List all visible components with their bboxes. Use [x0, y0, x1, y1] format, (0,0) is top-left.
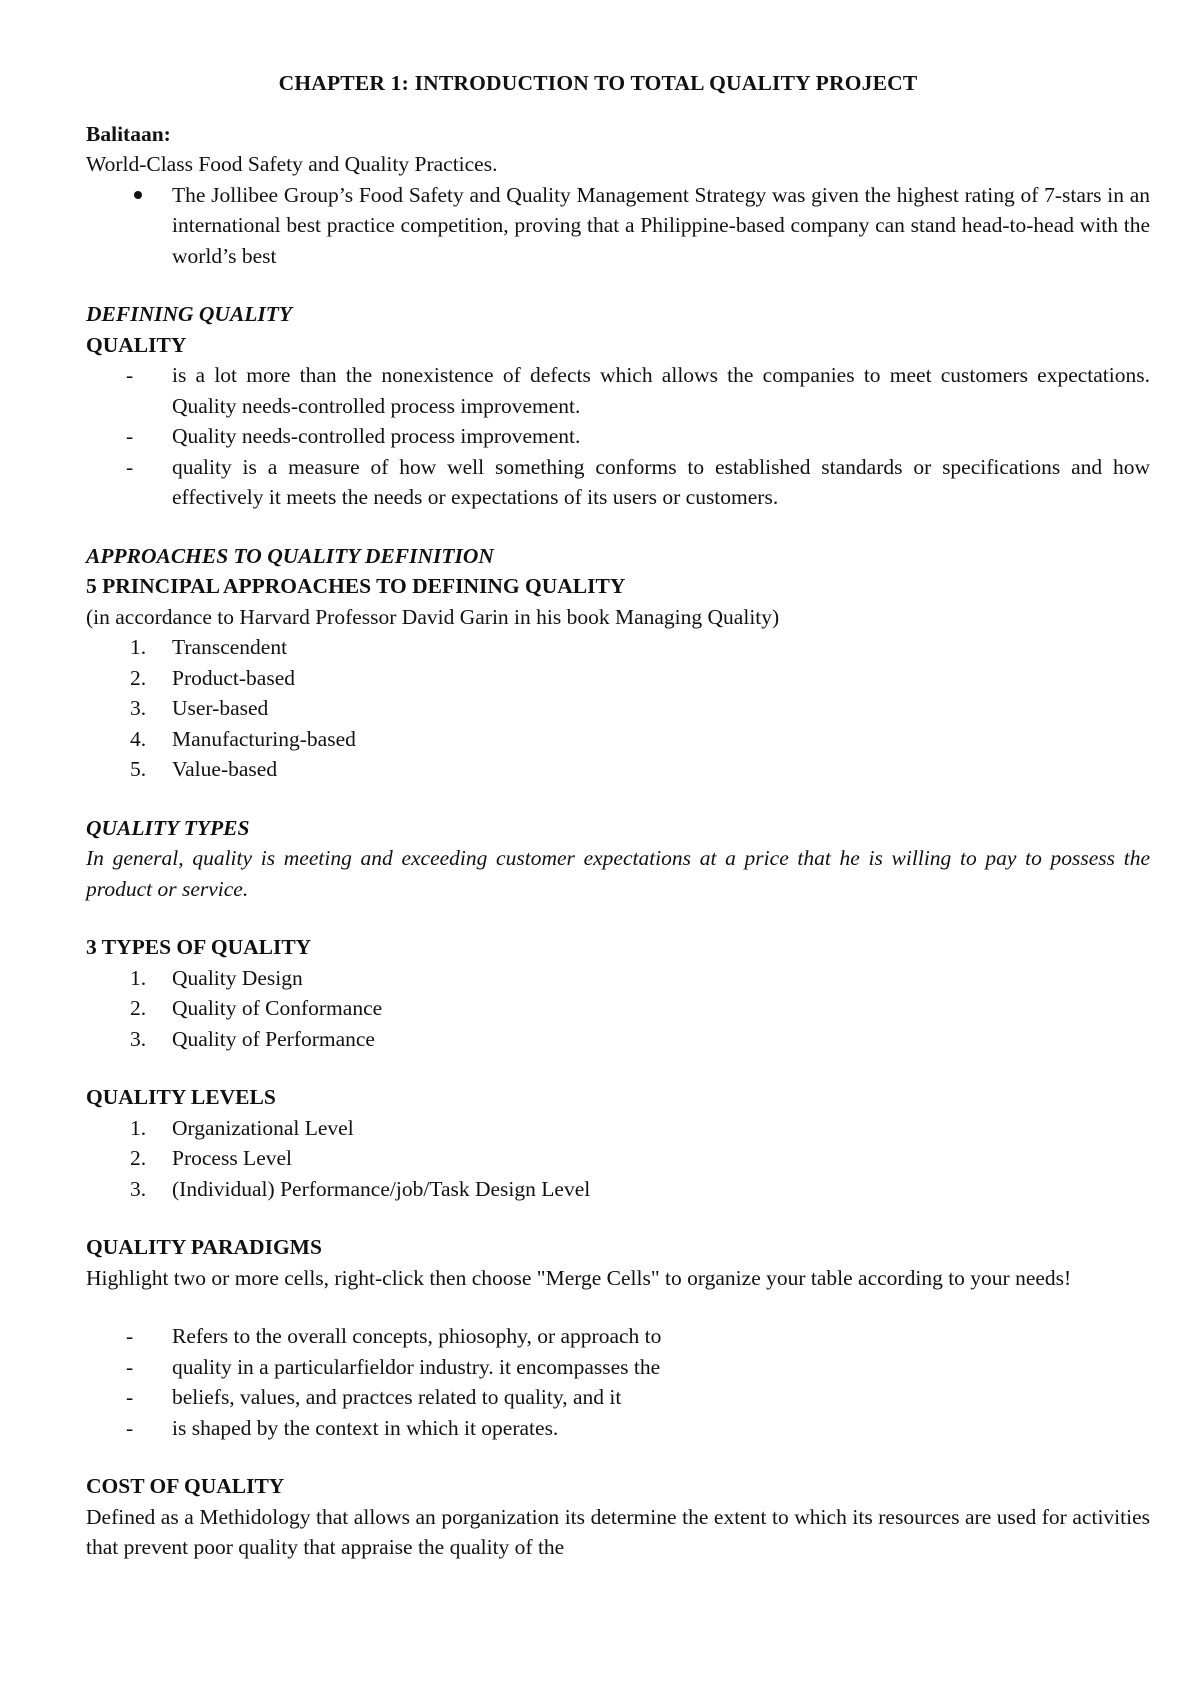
- approaches-heading: 5 PRINCIPAL APPROACHES TO DEFINING QUALITY: [86, 574, 626, 598]
- list-item: 2. Product-based: [130, 665, 295, 690]
- quality-definition-list: [86, 360, 1150, 513]
- list-item: 1. Transcendent: [130, 635, 288, 659]
- three-types-list: [86, 963, 1150, 1055]
- quality-paradigms-heading: QUALITY PARADIGMS: [86, 1235, 322, 1259]
- quality-levels-list: [86, 1113, 1150, 1205]
- list-item: 1. Quality Design: [130, 965, 303, 990]
- list-item: 2. Quality of Conformance: [130, 996, 383, 1020]
- list-item: 4. Manufacturing-based: [130, 726, 356, 751]
- list-item: 3. User-based: [130, 696, 269, 720]
- section-title-approaches: APPROACHES TO QUALITY DEFINITION: [86, 543, 494, 568]
- list-item: - beliefs, values, and practces related to quality, and it: [126, 1385, 622, 1409]
- page-title: CHAPTER 1: INTRODUCTION TO TOTAL QUALITY PROJECT: [278, 71, 918, 95]
- balitaan-heading: Balitaan:: [86, 121, 171, 146]
- quality-types-text: In general, quality is meeting and exceeding customer expectations at a price that he is willing to pay to possess the product or service.: [86, 846, 1150, 901]
- quality-levels-heading: QUALITY LEVELS: [86, 1085, 276, 1109]
- list-item: 3. Quality of Performance: [130, 1026, 375, 1051]
- list-item: - Quality needs-controlled process improvement.: [86, 421, 1150, 452]
- approaches-list: [86, 632, 1150, 785]
- list-item: - is a lot more than the nonexistence of defects which allows the companies to meet customers expectations. Quality needs-controlled process improvement.: [86, 360, 1150, 421]
- dash-marker: -: [126, 454, 134, 479]
- list-item: 1. Organizational Level: [130, 1115, 354, 1140]
- list-item: The Jollibee Group’s Food Safety and Quality Management Strategy was given the highest rating of 7-stars in an international best practice competition, proving that a Philippine-based company can stand head-to-head with the world’s best: [86, 180, 1150, 272]
- quality-paradigms-text: Highlight two or more cells, right-click then choose "Merge Cells" to organize your table according to your needs!: [86, 1265, 1072, 1290]
- three-types-heading: 3 TYPES OF QUALITY: [86, 935, 312, 959]
- list-item: - Refers to the overall concepts, phiosophy, or approach to: [126, 1324, 662, 1348]
- section-title-quality-types: QUALITY TYPES: [86, 815, 250, 840]
- approaches-note: (in accordance to Harvard Professor David Garin in his book Managing Quality): [86, 604, 780, 629]
- quality-paradigms-list: [86, 1321, 1150, 1443]
- cost-of-quality-heading: COST OF QUALITY: [86, 1474, 285, 1498]
- list-item: 2. Process Level: [130, 1146, 293, 1170]
- bullet-icon: [134, 191, 142, 199]
- dash-marker: -: [126, 363, 134, 387]
- list-item: - is shaped by the context in which it operates.: [126, 1415, 559, 1440]
- cost-of-quality-text: Defined as a Methidology that allows an porganization its determine the extent to which its resources are used for activities that prevent poor quality that appraise the quality of the: [86, 1504, 1150, 1559]
- quality-heading: QUALITY: [86, 332, 187, 357]
- balitaan-subheading: World-Class Food Safety and Quality Practices.: [86, 152, 498, 176]
- balitaan-list: [86, 180, 1150, 272]
- list-item: 3. (Individual) Performance/job/Task Design Level: [130, 1176, 591, 1201]
- list-item: - quality is a measure of how well something conforms to established standards or specifications and how effectively it meets the needs or expectations of its users or customers.: [86, 452, 1150, 513]
- list-item: 5. Value-based: [130, 757, 278, 781]
- dash-marker: -: [126, 424, 134, 448]
- section-title-defining-quality: DEFINING QUALITY: [86, 302, 293, 326]
- list-item: - quality in a particularfieldor industry. it encompasses the: [126, 1354, 661, 1379]
